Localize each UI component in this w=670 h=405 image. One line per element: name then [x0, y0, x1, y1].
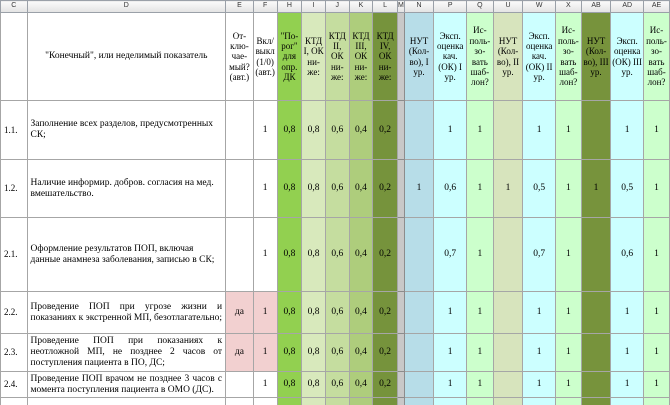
cell-f[interactable]: 1 — [253, 292, 277, 334]
cell-w[interactable]: 1 — [523, 372, 556, 398]
cell-i[interactable] — [302, 398, 326, 405]
header-cell-ktd4[interactable]: КТД IV, ОК ни-же: — [373, 13, 398, 101]
cell-ad[interactable]: 0,5 — [611, 160, 644, 218]
indicator-cell[interactable]: Проведение ПОП при показаниях к неотложной МП, не позднее 2 часов от поступления пациента в ПО, ДС; — [27, 334, 226, 372]
cell-ae[interactable]: 1 — [644, 160, 670, 218]
header-cell-template1[interactable]: Ис-поль-зо-вать шаб-лон? — [467, 13, 494, 101]
column-header[interactable]: L — [373, 1, 398, 13]
cell-l[interactable]: 0,2 — [373, 160, 398, 218]
cell-p[interactable]: 1 — [434, 101, 467, 160]
cell-k[interactable]: 0,4 — [349, 160, 373, 218]
split-separator[interactable] — [397, 292, 404, 334]
cell-ae[interactable]: 1 — [644, 372, 670, 398]
header-cell-ok2[interactable]: Эксп. оценка кач. (ОК) II ур. — [523, 13, 556, 101]
table-row — [1, 160, 670, 218]
cell-f[interactable]: 1 — [253, 218, 277, 292]
cell-ab[interactable] — [581, 292, 611, 334]
column-header[interactable]: AB — [581, 1, 611, 13]
cell-ab[interactable] — [581, 334, 611, 372]
cell-n[interactable] — [404, 372, 434, 398]
header-cell-ktd3[interactable]: КТД III, ОК ни-же: — [349, 13, 373, 101]
cell-u[interactable] — [493, 398, 523, 405]
cell-l[interactable]: 0,2 — [373, 101, 398, 160]
cell-n[interactable]: 1 — [404, 160, 434, 218]
cell-k[interactable]: 0,4 — [349, 101, 373, 160]
cell-n[interactable] — [404, 218, 434, 292]
cell-ab[interactable] — [581, 218, 611, 292]
cell-x[interactable]: 1 — [556, 160, 582, 218]
column-header[interactable]: F — [253, 1, 277, 13]
table-row — [1, 372, 670, 398]
cell-l[interactable] — [373, 398, 398, 405]
row-number-cell[interactable] — [1, 398, 28, 405]
header-cell-ok3[interactable]: Эксп. оценка (ОК) III ур. — [611, 13, 644, 101]
header-cell-nut1[interactable]: НУТ (Кол-во), I ур. — [404, 13, 434, 101]
indicator-cell[interactable]: Проведение ПОП при угрозе жизни и показаниях к экстренной МП, безотлагательно; — [27, 292, 226, 334]
column-header[interactable]: C — [1, 1, 28, 13]
cell-n[interactable] — [404, 101, 434, 160]
cell-h[interactable]: 0,8 — [277, 218, 302, 292]
cell-u[interactable] — [493, 292, 523, 334]
split-separator[interactable] — [397, 218, 404, 292]
cell-h[interactable] — [277, 398, 302, 405]
column-header[interactable]: W — [523, 1, 556, 13]
cell-l[interactable]: 0,2 — [373, 218, 398, 292]
table-row — [1, 292, 670, 334]
cell-j[interactable]: 0,6 — [325, 372, 349, 398]
cell-ae[interactable] — [644, 398, 670, 405]
cell-u[interactable] — [493, 372, 523, 398]
cell-j[interactable] — [325, 398, 349, 405]
cell-f[interactable]: 1 — [253, 160, 277, 218]
split-separator[interactable] — [397, 160, 404, 218]
cell-q[interactable]: 1 — [467, 292, 494, 334]
cell-ad[interactable] — [611, 398, 644, 405]
cell-k[interactable]: 0,4 — [349, 292, 373, 334]
cell-n[interactable] — [404, 292, 434, 334]
cell-p[interactable]: 1 — [434, 372, 467, 398]
cell-x[interactable]: 1 — [556, 101, 582, 160]
cell-ad[interactable]: 1 — [611, 292, 644, 334]
cell-u[interactable] — [493, 334, 523, 372]
cell-x[interactable]: 1 — [556, 372, 582, 398]
split-separator[interactable] — [397, 398, 404, 405]
cell-j[interactable]: 0,6 — [325, 101, 349, 160]
table-row — [1, 334, 670, 372]
cell-e[interactable] — [226, 101, 254, 160]
header-cell-template3[interactable]: Ис-поль-зо-вать шаб-лон? — [644, 13, 670, 101]
split-separator[interactable] — [397, 101, 404, 160]
cell-ab[interactable]: 1 — [581, 160, 611, 218]
row-number-cell[interactable]: 2.1. — [1, 218, 28, 292]
cell-u[interactable] — [493, 218, 523, 292]
split-separator[interactable] — [397, 372, 404, 398]
cell-x[interactable]: 1 — [556, 218, 582, 292]
header-cell-template2[interactable]: Ис-поль-зо-вать шаб-лон? — [556, 13, 582, 101]
column-header[interactable]: J — [325, 1, 349, 13]
header-cell-threshold[interactable]: "По-рог" для опр. ДК — [277, 13, 302, 101]
cell-q[interactable]: 1 — [467, 218, 494, 292]
column-header[interactable]: AE — [644, 1, 670, 13]
split-separator[interactable] — [397, 334, 404, 372]
cell-n[interactable] — [404, 334, 434, 372]
cell-u[interactable]: 1 — [493, 160, 523, 218]
cell-x[interactable]: 1 — [556, 292, 582, 334]
cell-n[interactable] — [404, 398, 434, 405]
column-header-row — [1, 1, 670, 13]
header-cell-ktd2[interactable]: КТД II, ОК ни-же: — [325, 13, 349, 101]
cell-h[interactable]: 0,8 — [277, 292, 302, 334]
header-cell-indicator[interactable]: "Конечный", или неделимый показатель — [27, 13, 226, 101]
cell-f[interactable] — [253, 398, 277, 405]
column-header[interactable]: I — [302, 1, 326, 13]
cell-q[interactable]: 1 — [467, 334, 494, 372]
table-row — [1, 218, 670, 292]
cell-k[interactable]: 0,4 — [349, 218, 373, 292]
cell-i[interactable]: 0,8 — [302, 372, 326, 398]
cell-x[interactable]: 1 — [556, 334, 582, 372]
cell-q[interactable] — [467, 398, 494, 405]
cell-i[interactable]: 0,8 — [302, 101, 326, 160]
cell-ab[interactable] — [581, 101, 611, 160]
indicator-cell[interactable]: Заполнение всех разделов, предусмотренных СК; — [27, 101, 226, 160]
cell-ab[interactable] — [581, 372, 611, 398]
cell-ae[interactable]: 1 — [644, 101, 670, 160]
cell-q[interactable]: 1 — [467, 101, 494, 160]
table-header-row — [1, 13, 670, 101]
cell-f[interactable]: 1 — [253, 372, 277, 398]
row-number-cell[interactable]: 2.2. — [1, 292, 28, 334]
column-header[interactable]: U — [493, 1, 523, 13]
header-cell-ktd1[interactable]: КТД I, ОК ни-же: — [302, 13, 326, 101]
cell-i[interactable]: 0,8 — [302, 218, 326, 292]
row-number-cell[interactable]: 2.3. — [1, 334, 28, 372]
indicator-cell[interactable]: Оформление результатов ПОП, включая данные анамнеза заболевания, записью в СК; — [27, 218, 226, 292]
cell-e[interactable]: да — [226, 334, 254, 372]
cell-h[interactable]: 0,8 — [277, 334, 302, 372]
cell-ad[interactable]: 1 — [611, 334, 644, 372]
cell-e[interactable] — [226, 398, 254, 405]
cell-ae[interactable]: 1 — [644, 218, 670, 292]
column-header[interactable]: AD — [611, 1, 644, 13]
cell-e[interactable]: да — [226, 292, 254, 334]
column-header[interactable]: X — [556, 1, 582, 13]
cell-w[interactable]: 0,5 — [523, 160, 556, 218]
column-header[interactable]: H — [277, 1, 302, 13]
column-header[interactable]: E — [226, 1, 254, 13]
row-number-cell[interactable]: 2.4. — [1, 372, 28, 398]
header-cell-nut3[interactable]: НУТ (Кол-во), III ур. — [581, 13, 611, 101]
indicator-cell[interactable]: Проведение ПОП врачом не позднее 3 часов с момента поступления пациента в ОМО (ДС). — [27, 372, 226, 398]
column-header[interactable]: N — [404, 1, 434, 13]
cell-h[interactable]: 0,8 — [277, 160, 302, 218]
cell-w[interactable]: 0,7 — [523, 218, 556, 292]
cell-u[interactable] — [493, 101, 523, 160]
cell-p[interactable]: 0,7 — [434, 218, 467, 292]
cell-ae[interactable]: 1 — [644, 292, 670, 334]
cell-w[interactable] — [523, 398, 556, 405]
header-cell[interactable] — [1, 13, 28, 101]
cell-e[interactable] — [226, 160, 254, 218]
cell-i[interactable]: 0,8 — [302, 292, 326, 334]
header-cell-disableable[interactable]: От-клю-чае-мый? (авт.) — [226, 13, 254, 101]
cell-l[interactable]: 0,2 — [373, 372, 398, 398]
column-header[interactable]: P — [434, 1, 467, 13]
cell-i[interactable]: 0,8 — [302, 160, 326, 218]
table-row — [1, 398, 670, 405]
cell-l[interactable]: 0,2 — [373, 292, 398, 334]
row-number-cell[interactable]: 1.2. — [1, 160, 28, 218]
cell-e[interactable] — [226, 372, 254, 398]
cell-e[interactable] — [226, 218, 254, 292]
cell-q[interactable]: 1 — [467, 160, 494, 218]
cell-p[interactable]: 1 — [434, 334, 467, 372]
cell-h[interactable]: 0,8 — [277, 372, 302, 398]
cell-w[interactable]: 1 — [523, 101, 556, 160]
cell-ad[interactable]: 1 — [611, 101, 644, 160]
cell-x[interactable] — [556, 398, 582, 405]
cell-q[interactable]: 1 — [467, 372, 494, 398]
cell-ad[interactable]: 1 — [611, 372, 644, 398]
indicator-cell[interactable]: Наличие информир. добров. согласия на мед. вмешательство. — [27, 160, 226, 218]
indicator-cell[interactable] — [27, 398, 226, 405]
table-row — [1, 101, 670, 160]
split-separator[interactable] — [397, 13, 404, 101]
cell-p[interactable] — [434, 398, 467, 405]
column-header[interactable]: M — [397, 1, 404, 13]
cell-k[interactable] — [349, 398, 373, 405]
cell-j[interactable]: 0,6 — [325, 218, 349, 292]
cell-j[interactable]: 0,6 — [325, 292, 349, 334]
cell-k[interactable]: 0,4 — [349, 334, 373, 372]
header-cell-ok1[interactable]: Эксп. оценка кач. (ОК) I ур. — [434, 13, 467, 101]
cell-i[interactable]: 0,8 — [302, 334, 326, 372]
cell-f[interactable]: 1 — [253, 334, 277, 372]
column-header[interactable]: Q — [467, 1, 494, 13]
cell-ab[interactable] — [581, 398, 611, 405]
cell-f[interactable]: 1 — [253, 101, 277, 160]
header-cell-nut2[interactable]: НУТ (Кол-во), II ур. — [493, 13, 523, 101]
cell-ad[interactable]: 0,6 — [611, 218, 644, 292]
cell-w[interactable]: 1 — [523, 292, 556, 334]
column-header[interactable]: K — [349, 1, 373, 13]
cell-w[interactable]: 1 — [523, 334, 556, 372]
cell-j[interactable]: 0,6 — [325, 160, 349, 218]
column-header[interactable]: D — [27, 1, 226, 13]
cell-p[interactable]: 0,6 — [434, 160, 467, 218]
cell-j[interactable]: 0,6 — [325, 334, 349, 372]
cell-h[interactable]: 0,8 — [277, 101, 302, 160]
row-number-cell[interactable]: 1.1. — [1, 101, 28, 160]
cell-ae[interactable]: 1 — [644, 334, 670, 372]
cell-p[interactable]: 1 — [434, 292, 467, 334]
cell-k[interactable]: 0,4 — [349, 372, 373, 398]
header-cell-onoff[interactable]: Вкл/ выкл (1/0) (авт.) — [253, 13, 277, 101]
cell-l[interactable]: 0,2 — [373, 334, 398, 372]
